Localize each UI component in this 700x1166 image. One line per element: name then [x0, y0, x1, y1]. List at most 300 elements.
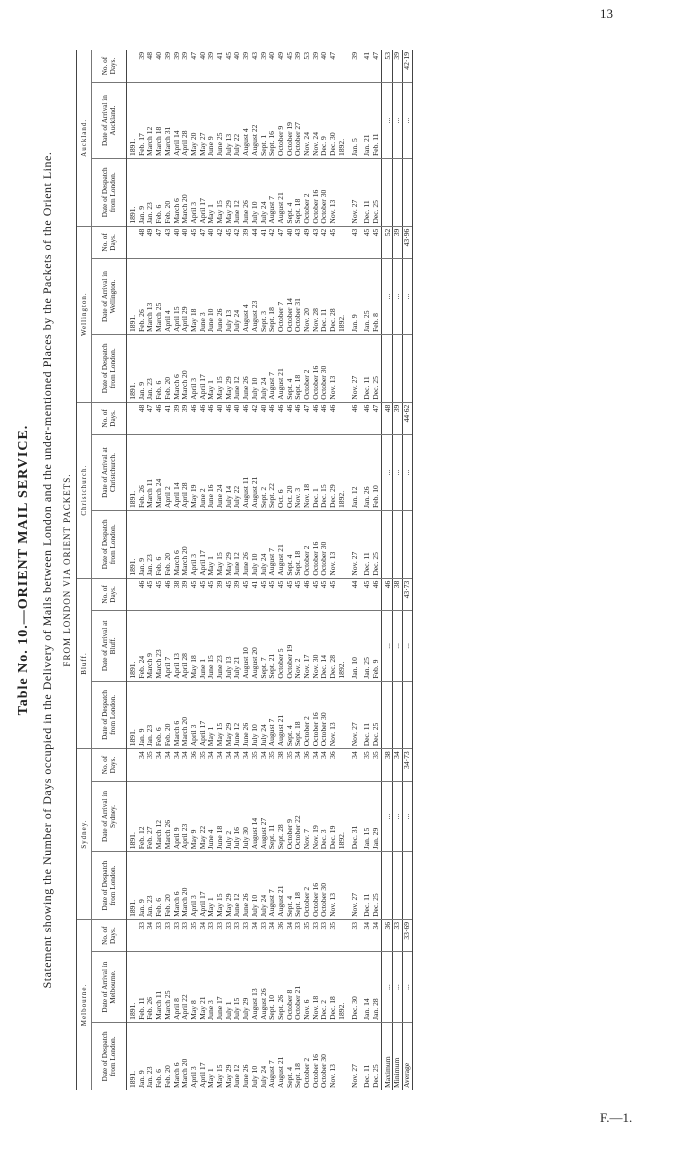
city-header-melbourne: Melbourne.	[77, 919, 92, 1090]
table-cell: August 27	[260, 781, 269, 851]
city-header-wellington: Wellington.	[77, 226, 92, 402]
table-cell: Nov. 30	[312, 611, 321, 681]
table-cell: 39	[312, 50, 321, 83]
table-cell: Dec. 11	[359, 681, 372, 749]
table-cell: Sept. 18	[294, 681, 303, 749]
table-cell: Dec. 11	[359, 510, 372, 578]
table-title: Table No. 10.—ORIENT MAIL SERVICE.	[16, 424, 31, 716]
column-header-despatch: Date of Despatch from London.	[92, 681, 127, 749]
summary-value: 52	[381, 226, 393, 259]
table-cell: Jan. 9	[138, 510, 147, 578]
table-cell: 45	[190, 226, 199, 259]
table-cell: Sept. 18	[294, 510, 303, 578]
table-cell: May 18	[190, 611, 199, 681]
table-cell: 45	[359, 578, 372, 611]
table-cell: April 3	[190, 510, 199, 578]
table-cell: April 13	[173, 611, 182, 681]
table-cell: 45	[225, 578, 234, 611]
table-cell: Jan. 15	[359, 781, 372, 851]
table-cell: 46	[225, 402, 234, 434]
summary-value: 34	[393, 749, 403, 782]
table-cell: Sept. 3	[260, 259, 269, 335]
table-row	[329, 50, 338, 1090]
table-cell: April 3	[190, 852, 199, 920]
table-cell: June 16	[207, 435, 216, 511]
table-cell: Feb. 6	[155, 158, 164, 226]
table-cell: Dec. 11	[320, 259, 329, 335]
table-cell: March 6	[173, 681, 182, 749]
table-cell: Feb. 20	[164, 852, 173, 920]
table-cell: Jan. 9	[138, 681, 147, 749]
table-cell: August 7	[268, 852, 277, 920]
table-cell: June 15	[207, 611, 216, 681]
table-cell: 34	[181, 749, 190, 782]
table-cell: May 1	[207, 510, 216, 578]
table-cell: July 10	[251, 158, 260, 226]
table-cell: June 4	[207, 781, 216, 851]
table-cell: 38	[277, 749, 286, 782]
table-cell: August 4	[242, 83, 251, 159]
table-cell: 46	[372, 578, 381, 611]
table-cell: 45	[225, 226, 234, 259]
table-cell: October 16	[312, 681, 321, 749]
table-cell: Feb. 20	[162, 1065, 172, 1088]
table-cell: June 17	[216, 952, 225, 1022]
table-cell: May 1	[207, 158, 216, 226]
section-heading: FROM LONDON VIA ORIENT PACKETS.	[62, 473, 72, 667]
column-header-despatch: Date of Despatch from London.	[92, 852, 127, 920]
table-cell: June 18	[216, 781, 225, 851]
table-cell: 46	[359, 402, 372, 434]
table-cell: Nov. 27	[347, 852, 360, 920]
table-cell: 34	[347, 749, 360, 782]
table-cell: Dec. 9	[320, 83, 329, 159]
table-cell: 39	[173, 50, 182, 83]
table-cell: 53	[303, 50, 312, 83]
table-cell: 33	[181, 919, 190, 951]
table-cell: 36	[277, 919, 286, 951]
table-cell: May 15	[215, 1064, 225, 1088]
table-cell: July 22	[233, 435, 242, 511]
table-cell: Sept. 18	[294, 158, 303, 226]
table-cell: Dec. 30	[347, 952, 360, 1022]
year-label: 1891.	[127, 681, 138, 749]
table-cell: 33	[347, 919, 360, 951]
table-cell: Jan. 10	[347, 611, 360, 681]
table-cell: 33	[138, 919, 147, 951]
table-cell: Sept. 18	[268, 259, 277, 335]
table-cell: Jan. 9	[347, 259, 360, 335]
table-cell: May 29	[225, 852, 234, 920]
rotated-table-container	[12, 50, 612, 1090]
table-cell: July 24	[260, 510, 269, 578]
year-label: 1892.	[338, 611, 347, 681]
table-cell: October 2	[302, 1057, 312, 1088]
table-cell: Jan. 23	[146, 158, 155, 226]
table-cell: July 13	[225, 611, 234, 681]
table-cell: June 12	[233, 158, 242, 226]
table-cell: June 3	[199, 259, 208, 335]
table-cell: 45	[359, 226, 372, 259]
table-cell: October 14	[286, 259, 295, 335]
year-label: 1891.	[128, 1070, 137, 1088]
table-cell: 49	[146, 226, 155, 259]
table-cell: Oct. 6	[277, 435, 286, 511]
table-cell: 40	[181, 226, 190, 259]
column-header-despatch: Date of Despatch from London.	[92, 335, 127, 403]
table-cell: 41	[260, 226, 269, 259]
table-cell: June 12	[233, 852, 242, 920]
table-cell: 39	[138, 50, 147, 83]
table-cell: Jan. 23	[146, 510, 155, 578]
table-cell: August 26	[260, 952, 269, 1022]
table-cell: March 6	[171, 1062, 181, 1088]
table-cell: June 10	[207, 259, 216, 335]
table-cell: August 23	[251, 259, 260, 335]
table-cell: Dec. 19	[329, 781, 338, 851]
table-cell: 44	[347, 578, 360, 611]
year-label: 1891.	[127, 259, 138, 335]
table-cell: 35	[359, 749, 372, 782]
table-cell: Dec. 25	[372, 510, 381, 578]
table-cell: Feb. 6	[155, 681, 164, 749]
column-header-arrival: Date of Arrival in Sydney.	[92, 781, 127, 851]
table-cell: Sept. 4	[286, 158, 295, 226]
table-cell: April 23	[181, 781, 190, 851]
table-cell: 46	[164, 578, 173, 611]
summary-dots: ...	[381, 781, 393, 851]
table-cell: April 17	[199, 681, 208, 749]
table-cell: July 2	[225, 781, 234, 851]
column-header-arrival: Date of Arrival in Melbourne.	[92, 952, 127, 1022]
table-cell: Sept. 18	[294, 852, 303, 920]
table-cell: June 2	[199, 435, 208, 511]
table-cell: March 13	[146, 259, 155, 335]
table-cell: Jan. 23	[146, 681, 155, 749]
table-cell: July 10	[251, 335, 260, 403]
summary-value: 39	[393, 402, 403, 434]
table-cell: August 22	[251, 83, 260, 159]
table-cell: 43	[312, 226, 321, 259]
table-cell: 34	[199, 919, 208, 951]
table-cell: May 15	[216, 510, 225, 578]
table-cell: 46	[277, 402, 286, 434]
table-cell: August 21	[277, 681, 286, 749]
table-cell: April 14	[173, 83, 182, 159]
table-cell: Dec. 25	[372, 681, 381, 749]
column-header-despatch: Date of Despatch from London.	[92, 1022, 127, 1090]
summary-value: 39	[393, 226, 403, 259]
column-header-arrival: Date of Arrival at Christchurch.	[92, 435, 127, 511]
table-cell: 34	[207, 749, 216, 782]
table-cell: Feb. 27	[146, 781, 155, 851]
table-cell: 46	[294, 402, 303, 434]
table-cell: March 20	[180, 1058, 190, 1088]
table-cell: Dec. 29	[329, 435, 338, 511]
table-cell: March 31	[164, 83, 173, 159]
table-cell: 39	[233, 578, 242, 611]
table-cell: October 21	[294, 952, 303, 1022]
table-cell: March 12	[155, 781, 164, 851]
table-cell: June 26	[242, 510, 251, 578]
table-cell: July 16	[233, 781, 242, 851]
column-header-days: No. of Days.	[92, 50, 127, 83]
table-cell: 33	[320, 919, 329, 951]
table-cell: 33	[233, 919, 242, 951]
table-cell: Sept. 4	[286, 852, 295, 920]
table-cell: Sept. 7	[260, 611, 269, 681]
table-cell: Dec. 25	[372, 852, 381, 920]
table-cell: Nov. 27	[347, 158, 360, 226]
table-cell: March 11	[146, 435, 155, 511]
table-cell: 40	[268, 50, 277, 83]
table-cell: April 28	[181, 83, 190, 159]
table-cell: June 26	[242, 852, 251, 920]
table-cell: 46	[320, 402, 329, 434]
table-cell: 40	[199, 50, 208, 83]
table-cell: 46	[329, 402, 338, 434]
table-cell: July 29	[242, 952, 251, 1022]
table-cell: April 17	[197, 1062, 207, 1088]
table-cell: Dec. 11	[362, 1064, 372, 1088]
page-number: 13	[600, 6, 613, 21]
table-cell: Nov. 27	[347, 335, 360, 403]
table-cell: October 19	[286, 611, 295, 681]
table-cell: August 14	[251, 781, 260, 851]
table-cell: July 13	[225, 83, 234, 159]
table-cell: June 1	[199, 611, 208, 681]
table-cell: 34	[242, 749, 251, 782]
table-cell: 39	[181, 578, 190, 611]
table-cell: Feb. 24	[138, 611, 147, 681]
table-cell: Feb. 20	[164, 681, 173, 749]
table-cell: Feb. 20	[164, 158, 173, 226]
table-cell: 34	[359, 919, 372, 951]
year-label: 1892.	[338, 259, 347, 335]
table-cell: Jan. 23	[146, 852, 155, 920]
summary-value: 39	[393, 50, 403, 83]
table-cell: October 8	[286, 952, 295, 1022]
table-cell: 46	[286, 402, 295, 434]
table-cell: October 16	[312, 335, 321, 403]
table-cell: June 12	[232, 1064, 242, 1088]
table-cell: 34	[372, 919, 381, 951]
table-cell: 45	[329, 578, 338, 611]
table-cell: 46	[268, 402, 277, 434]
summary-dots: ...	[381, 952, 393, 1022]
table-cell: 39	[207, 50, 216, 83]
table-cell: August 7	[268, 681, 277, 749]
table-cell: May 15	[216, 681, 225, 749]
table-cell: Feb. 26	[138, 435, 147, 511]
table-cell: 46	[155, 402, 164, 434]
table-cell: 33	[260, 919, 269, 951]
table-cell: Dec. 25	[370, 1064, 380, 1088]
table-cell: Sept. 22	[268, 435, 277, 511]
table-cell: 45	[277, 578, 286, 611]
table-cell: 33	[225, 919, 234, 951]
table-cell: June 9	[207, 83, 216, 159]
table-cell: March 6	[173, 158, 182, 226]
table-cell: Sept. 10	[268, 952, 277, 1022]
table-cell: May 27	[199, 83, 208, 159]
table-cell: Dec. 1	[312, 435, 321, 511]
summary-row	[381, 50, 393, 1090]
table-cell: Dec. 2	[320, 952, 329, 1022]
table-cell: 43	[251, 50, 260, 83]
table-cell: October 31	[294, 259, 303, 335]
table-cell: Nov. 13	[328, 1064, 338, 1088]
table-cell: 34	[268, 919, 277, 951]
city-header-sydney: Sydney.	[77, 749, 92, 920]
table-cell: 34	[225, 749, 234, 782]
summary-dots: ...	[393, 952, 403, 1022]
table-cell: August 21	[277, 510, 286, 578]
table-cell: 45	[329, 226, 338, 259]
table-cell: August 4	[242, 259, 251, 335]
table-cell: October 5	[277, 611, 286, 681]
table-cell: April 3	[188, 1066, 198, 1088]
table-cell: Feb. 11	[372, 83, 381, 159]
table-cell: 46	[207, 402, 216, 434]
table-cell: July 13	[225, 259, 234, 335]
table-cell: 48	[138, 226, 147, 259]
table-cell: 45	[268, 578, 277, 611]
table-cell: Jan. 5	[347, 83, 360, 159]
table-cell: 43	[294, 226, 303, 259]
table-cell: Nov. 2	[294, 611, 303, 681]
table-cell: 35	[329, 919, 338, 951]
table-cell: Feb. 20	[164, 510, 173, 578]
summary-dots: ...	[403, 435, 413, 511]
table-cell: 34	[286, 919, 295, 951]
column-header-days: No. of Days.	[92, 749, 127, 782]
table-cell: March 20	[181, 335, 190, 403]
column-header-days: No. of Days.	[92, 578, 127, 611]
table-cell: 46	[242, 402, 251, 434]
table-cell: 45	[260, 578, 269, 611]
table-cell: Jan. 9	[136, 1070, 146, 1088]
table-cell: June 26	[242, 335, 251, 403]
table-cell: 33	[312, 919, 321, 951]
table-cell: March 20	[181, 852, 190, 920]
table-cell: 34	[251, 919, 260, 951]
table-cell: 34	[294, 749, 303, 782]
table-cell: Sept. 4	[286, 335, 295, 403]
table-cell: Oct. 20	[286, 435, 295, 511]
table-cell: June 24	[216, 435, 225, 511]
table-cell: 34	[138, 749, 147, 782]
table-cell: July 10	[251, 852, 260, 920]
table-cell: 47	[277, 226, 286, 259]
table-cell: 34	[320, 749, 329, 782]
table-cell: July 22	[233, 83, 242, 159]
page-reference: F.—1.	[600, 1110, 633, 1125]
summary-label: Average	[403, 1022, 413, 1090]
table-cell: 47	[329, 50, 338, 83]
table-cell: April 17	[199, 852, 208, 920]
table-cell: 45	[146, 578, 155, 611]
table-cell: October 30	[320, 852, 329, 920]
table-cell: October 30	[320, 681, 329, 749]
table-cell: 36	[303, 749, 312, 782]
table-cell: June 26	[242, 681, 251, 749]
table-cell: Sept. 28	[277, 781, 286, 851]
table-cell: March 6	[173, 335, 182, 403]
summary-dots: ...	[403, 611, 413, 681]
table-cell: June 12	[233, 510, 242, 578]
table-cell: October 19	[286, 83, 295, 159]
table-row	[347, 50, 360, 1090]
table-cell: October 9	[277, 83, 286, 159]
table-cell: 34	[260, 749, 269, 782]
table-cell: Jan. 26	[359, 435, 372, 511]
table-cell: Jan. 14	[359, 952, 372, 1022]
table-cell: 47	[372, 50, 381, 83]
table-cell: 45	[225, 50, 234, 83]
table-cell: May 18	[190, 259, 199, 335]
table-cell: April 15	[173, 259, 182, 335]
table-cell: June 26	[216, 259, 225, 335]
table-cell: May 19	[190, 435, 199, 511]
table-cell: 39	[181, 402, 190, 434]
table-cell: March 25	[155, 259, 164, 335]
year-label: 1892.	[338, 435, 347, 511]
table-cell: 47	[155, 226, 164, 259]
table-cell: July 24	[260, 852, 269, 920]
table-cell: April 3	[190, 158, 199, 226]
table-cell: 41	[251, 578, 260, 611]
table-cell: October 2	[303, 335, 312, 403]
table-cell: 49	[277, 50, 286, 83]
table-cell: Dec. 3	[320, 781, 329, 851]
table-cell: October 9	[286, 781, 295, 851]
table-cell: April 4	[164, 259, 173, 335]
table-cell: 40	[233, 402, 242, 434]
table-cell: October 16	[310, 1054, 320, 1088]
summary-dots: ...	[393, 781, 403, 851]
table-cell: 34	[216, 749, 225, 782]
table-cell: October 2	[303, 158, 312, 226]
table-cell: 47	[372, 402, 381, 434]
table-cell: Nov. 28	[312, 259, 321, 335]
table-cell: Sept. 26	[277, 952, 286, 1022]
table-cell: June 12	[233, 681, 242, 749]
table-cell: June 12	[233, 335, 242, 403]
table-cell: May 9	[190, 781, 199, 851]
table-cell: Nov. 3	[294, 435, 303, 511]
table-cell: March 12	[146, 83, 155, 159]
table-cell: 34	[146, 919, 155, 951]
table-cell: Nov. 6	[303, 952, 312, 1022]
table-cell: June 25	[216, 83, 225, 159]
table-cell: March 25	[164, 952, 173, 1022]
table-cell: Jan. 9	[138, 335, 147, 403]
table-cell: July 10	[249, 1065, 259, 1088]
table-cell: 36	[329, 749, 338, 782]
table-cell: August 7	[268, 510, 277, 578]
table-cell: 35	[146, 749, 155, 782]
table-cell: June 26	[241, 1064, 251, 1088]
table-cell: August 7	[268, 335, 277, 403]
table-cell: Feb. 26	[138, 259, 147, 335]
table-cell: 45	[286, 50, 295, 83]
table-cell: Jan. 9	[138, 158, 147, 226]
table-cell: May 1	[206, 1068, 216, 1088]
table-cell: Jan. 21	[359, 83, 372, 159]
table-cell: Feb. 6	[155, 510, 164, 578]
column-header-arrival: Date of Arrival in Auckland.	[92, 83, 127, 159]
